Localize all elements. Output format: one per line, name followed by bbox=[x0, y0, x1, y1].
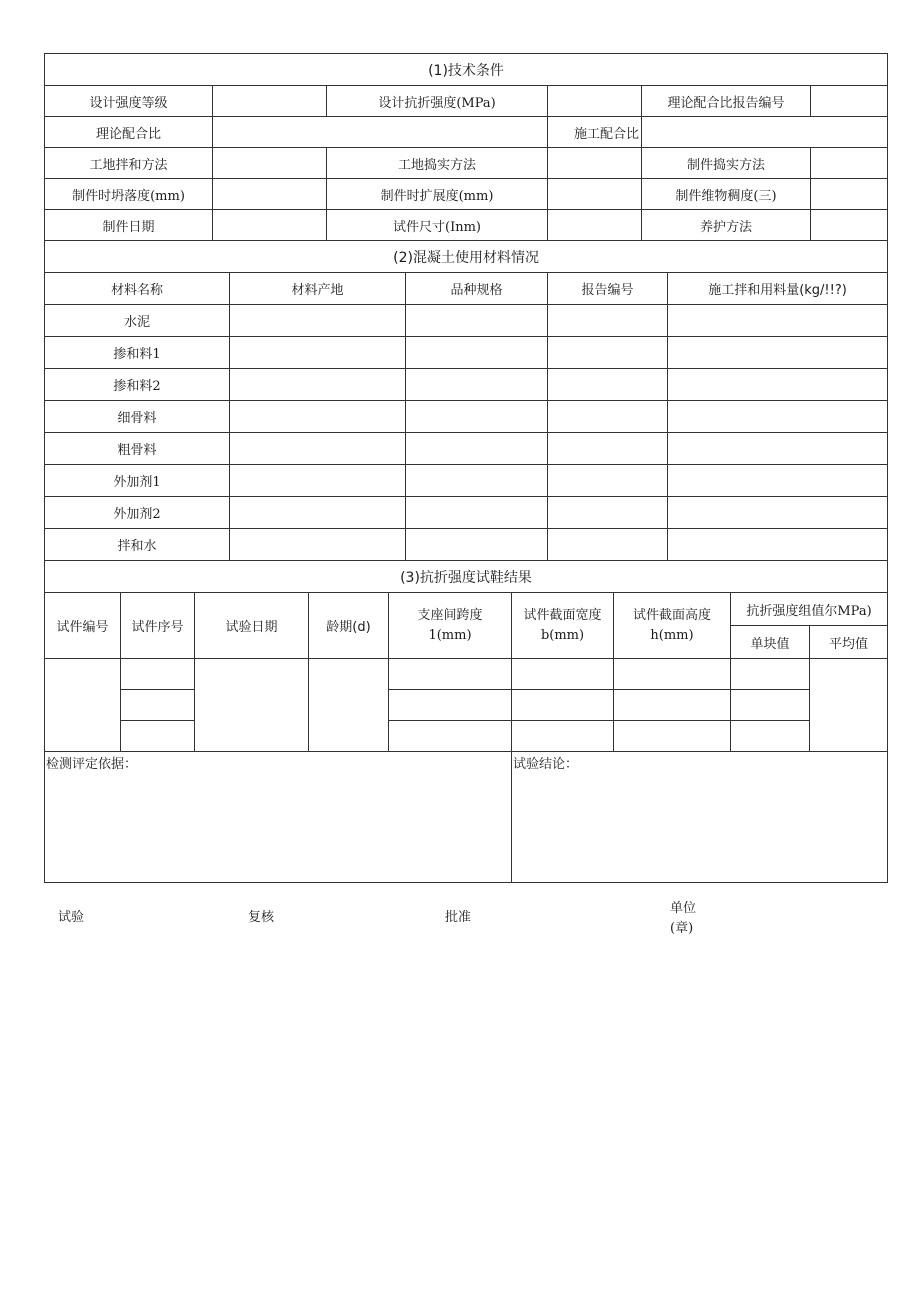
value-cell[interactable] bbox=[642, 117, 888, 148]
value-cell[interactable] bbox=[548, 401, 668, 433]
value-cell[interactable] bbox=[309, 659, 389, 752]
value-cell[interactable] bbox=[811, 179, 888, 210]
value-cell[interactable] bbox=[121, 690, 195, 721]
label-specimen-date: 制件日期 bbox=[45, 210, 213, 241]
table-row bbox=[45, 433, 888, 465]
table-row bbox=[45, 465, 888, 497]
value-cell[interactable] bbox=[389, 659, 512, 690]
col-section-width-line1: 试件截面宽度 bbox=[523, 607, 602, 623]
table-row bbox=[45, 179, 888, 210]
value-cell[interactable] bbox=[406, 465, 548, 497]
value-cell[interactable] bbox=[230, 433, 406, 465]
label-construction-mix: 施工配合比 bbox=[548, 117, 642, 148]
col-report-number: 报告编号 bbox=[548, 273, 668, 305]
value-cell[interactable] bbox=[406, 529, 548, 561]
label-curing-method: 养护方法 bbox=[642, 210, 811, 241]
material-additive-1: 外加剂1 bbox=[45, 465, 230, 497]
value-cell[interactable] bbox=[731, 659, 810, 690]
col-test-date: 试验日期 bbox=[195, 593, 309, 659]
value-cell[interactable] bbox=[548, 337, 668, 369]
section2-title: (2)混凝土使用材料情况 bbox=[45, 241, 888, 273]
table-row bbox=[45, 497, 888, 529]
evaluation-basis-box[interactable] bbox=[45, 752, 512, 883]
value-cell[interactable] bbox=[213, 117, 548, 148]
value-cell[interactable] bbox=[810, 659, 888, 752]
value-cell[interactable] bbox=[121, 659, 195, 690]
value-cell[interactable] bbox=[668, 465, 888, 497]
value-cell[interactable] bbox=[548, 210, 642, 241]
value-cell[interactable] bbox=[548, 497, 668, 529]
table-row bbox=[45, 86, 888, 117]
value-cell[interactable] bbox=[548, 305, 668, 337]
value-cell[interactable] bbox=[548, 86, 642, 117]
value-cell[interactable] bbox=[230, 401, 406, 433]
col-support-span-line1: 支座间跨度 bbox=[417, 607, 483, 623]
value-cell[interactable] bbox=[548, 433, 668, 465]
material-coarse-aggregate: 粗骨料 bbox=[45, 433, 230, 465]
value-cell[interactable] bbox=[406, 305, 548, 337]
value-cell[interactable] bbox=[230, 465, 406, 497]
value-cell[interactable] bbox=[668, 369, 888, 401]
label-specimen-size: 试件尺寸(Inm) bbox=[327, 210, 548, 241]
value-cell[interactable] bbox=[548, 529, 668, 561]
value-cell[interactable] bbox=[45, 659, 121, 752]
value-cell[interactable] bbox=[512, 659, 614, 690]
label-theoretical-mix: 理论配合比 bbox=[45, 117, 213, 148]
section3-title: (3)抗折强度试鞋结果 bbox=[45, 561, 888, 593]
value-cell[interactable] bbox=[614, 721, 731, 752]
label-spread: 制件时扩展度(mm) bbox=[327, 179, 548, 210]
material-fine-aggregate: 细骨料 bbox=[45, 401, 230, 433]
technical-conditions-table bbox=[44, 53, 888, 241]
value-cell[interactable] bbox=[406, 369, 548, 401]
value-cell[interactable] bbox=[668, 497, 888, 529]
col-support-span-line2: 1(mm) bbox=[428, 627, 472, 643]
col-material-origin: 材料产地 bbox=[230, 273, 406, 305]
value-cell[interactable] bbox=[230, 497, 406, 529]
value-cell[interactable] bbox=[406, 497, 548, 529]
flexural-results-table bbox=[44, 561, 888, 752]
table-row bbox=[45, 721, 888, 752]
table-row bbox=[45, 210, 888, 241]
col-specimen-seq: 试件序号 bbox=[121, 593, 195, 659]
value-cell[interactable] bbox=[512, 690, 614, 721]
evaluation-basis-label: 检测评定依据： bbox=[46, 757, 138, 772]
value-cell[interactable] bbox=[668, 529, 888, 561]
value-cell[interactable] bbox=[389, 721, 512, 752]
value-cell[interactable] bbox=[811, 86, 888, 117]
value-cell[interactable] bbox=[230, 337, 406, 369]
col-section-height bbox=[614, 593, 731, 659]
col-material-name: 材料名称 bbox=[45, 273, 230, 305]
col-specimen-id: 试件编号 bbox=[45, 593, 121, 659]
label-vebe-consistency: 制件维物稠度(三) bbox=[642, 179, 811, 210]
material-cement: 水泥 bbox=[45, 305, 230, 337]
table-header-row bbox=[45, 593, 888, 626]
value-cell[interactable] bbox=[731, 690, 810, 721]
col-variety-spec: 品种规格 bbox=[406, 273, 548, 305]
unit-label: 单位 bbox=[670, 901, 697, 916]
label-site-mixing-method: 工地拌和方法 bbox=[45, 148, 213, 179]
value-cell[interactable] bbox=[731, 721, 810, 752]
value-cell[interactable] bbox=[213, 148, 327, 179]
table-row bbox=[45, 529, 888, 561]
label-specimen-compaction-method: 制件捣实方法 bbox=[642, 148, 811, 179]
label-slump: 制件时坍落度(mm) bbox=[45, 179, 213, 210]
col-single-value: 单块值 bbox=[731, 626, 810, 659]
value-cell[interactable] bbox=[213, 179, 327, 210]
col-section-height-line1: 试件截面高度 bbox=[632, 607, 711, 623]
col-section-width bbox=[512, 593, 614, 659]
value-cell[interactable] bbox=[406, 401, 548, 433]
table-row bbox=[45, 117, 888, 148]
value-cell[interactable] bbox=[213, 86, 327, 117]
value-cell[interactable] bbox=[668, 337, 888, 369]
col-section-height-line2: h(mm) bbox=[650, 627, 694, 643]
reviewer-label: 复核 bbox=[248, 910, 275, 925]
value-cell[interactable] bbox=[213, 210, 327, 241]
value-cell[interactable] bbox=[614, 690, 731, 721]
value-cell[interactable] bbox=[811, 148, 888, 179]
table-header-row bbox=[45, 273, 888, 305]
value-cell[interactable] bbox=[406, 433, 548, 465]
test-conclusion-label: 试验结论： bbox=[513, 757, 579, 772]
table-row bbox=[45, 148, 888, 179]
col-dosage: 施工拌和用料量(kg/!!?) bbox=[668, 273, 888, 305]
material-admixture-1: 掺和料1 bbox=[45, 337, 230, 369]
value-cell[interactable] bbox=[230, 305, 406, 337]
tester-label: 试验 bbox=[58, 910, 85, 925]
conclusion-table bbox=[44, 752, 888, 883]
value-cell[interactable] bbox=[548, 369, 668, 401]
value-cell[interactable] bbox=[668, 433, 888, 465]
value-cell[interactable] bbox=[389, 690, 512, 721]
seal-label: (章) bbox=[670, 921, 694, 936]
value-cell[interactable] bbox=[512, 721, 614, 752]
table-row bbox=[45, 659, 888, 690]
table-row bbox=[45, 337, 888, 369]
test-report-form bbox=[44, 53, 887, 883]
col-flexural-strength: 抗折强度组值尔MPa) bbox=[731, 593, 888, 626]
value-cell[interactable] bbox=[548, 179, 642, 210]
col-support-span bbox=[389, 593, 512, 659]
value-cell[interactable] bbox=[230, 529, 406, 561]
value-cell[interactable] bbox=[811, 210, 888, 241]
col-section-width-line2: b(mm) bbox=[540, 627, 585, 643]
material-mixing-water: 拌和水 bbox=[45, 529, 230, 561]
label-design-flexural-strength: 设计抗折强度(MPa) bbox=[327, 86, 548, 117]
table-row bbox=[45, 690, 888, 721]
value-cell[interactable] bbox=[121, 721, 195, 752]
value-cell[interactable] bbox=[668, 401, 888, 433]
material-admixture-2: 掺和料2 bbox=[45, 369, 230, 401]
label-design-strength-grade: 设计强度等级 bbox=[45, 86, 213, 117]
section1-title: (1)技术条件 bbox=[45, 54, 888, 86]
value-cell[interactable] bbox=[195, 659, 309, 752]
table-row bbox=[45, 305, 888, 337]
table-row bbox=[45, 401, 888, 433]
label-mix-report-number: 理论配合比报告编号 bbox=[642, 86, 811, 117]
value-cell[interactable] bbox=[406, 337, 548, 369]
label-site-compaction-method: 工地捣实方法 bbox=[327, 148, 548, 179]
test-conclusion-box[interactable] bbox=[512, 752, 888, 883]
col-age: 龄期(d) bbox=[309, 593, 389, 659]
value-cell[interactable] bbox=[668, 305, 888, 337]
value-cell[interactable] bbox=[548, 148, 642, 179]
materials-table bbox=[44, 241, 888, 561]
value-cell[interactable] bbox=[230, 369, 406, 401]
approver-label: 批准 bbox=[445, 910, 472, 925]
table-row bbox=[45, 369, 888, 401]
value-cell[interactable] bbox=[614, 659, 731, 690]
value-cell[interactable] bbox=[548, 465, 668, 497]
material-additive-2: 外加剂2 bbox=[45, 497, 230, 529]
col-average-value: 平均值 bbox=[810, 626, 888, 659]
